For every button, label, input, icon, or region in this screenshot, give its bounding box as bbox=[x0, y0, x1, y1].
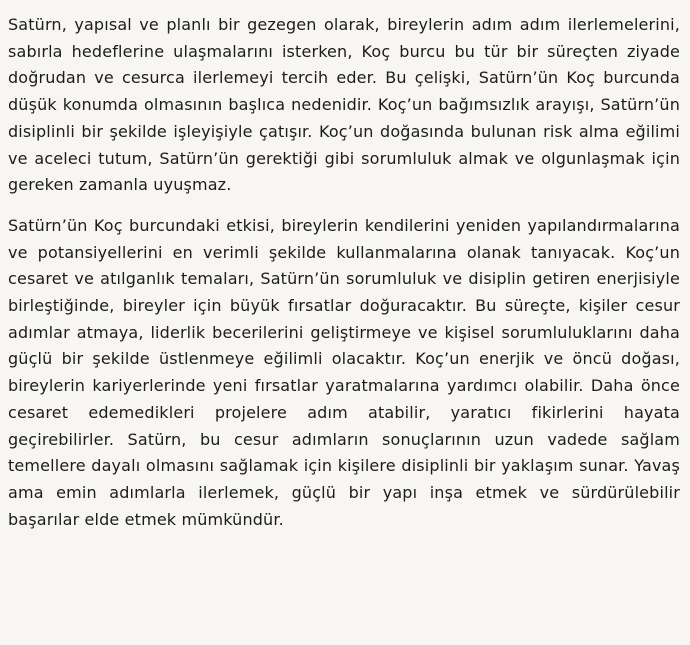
paragraph: Satürn’ün Koç burcundaki etkisi, bireylerin kendilerini yeniden yapılandırmalarına ve potansiyellerini en verimli şekilde kullanmalarına olanak tanıyacak. Koç’un cesaret ve atılganlık temaları, Satürn’ün sorumluluk ve disiplin getiren enerjisiyle birleştiğinde, bireyler için büyük fırsatlar doğuracaktır. Bu süreçte, kişiler cesur adımlar atmaya, liderlik becerilerini geliştirmeye ve kişisel sorumluluklarını daha güçlü bir şekilde üstlenmeye eğilimli olacaktır. Koç’un enerjik ve öncü doğası, bireylerin kariyerlerinde yeni fırsatlar yaratmalarına yardımcı olabilir. Daha önce cesaret edemedikleri projelere adım atabilir, yaratıcı fikirlerini hayata geçirebilirler. Satürn, bu cesur adımların sonuçlarının uzun vadede sağlam temellere dayalı olmasını sağlamak için kişilere disiplinli bir yaklaşım sunar. Yavaş ama emin adımlarla ilerlemek, güçlü bir yapı inşa etmek ve sürdürülebilir başarılar elde etmek mümkündür. bbox=[8, 215, 680, 529]
paragraph: Satürn, yapısal ve planlı bir gezegen olarak, bireylerin adım adım ilerlemelerini, sabırla hedeflerine ulaşmalarını isterken, Koç burcu bu tür bir süreçten ziyade doğrudan ve cesurca ilerlemeyi tercih eder. Bu çelişki, Satürn’ün Koç burcunda düşük konumda olmasının başlıca nedenidir. Koç’un bağımsızlık arayışı, Satürn’ün disiplinli bir şekilde işleyişiyle çatışır. Koç’un doğasında bulunan risk alma eğilimi ve aceleci tutum, Satürn’ün gerektiği gibi sorumluluk almak ve olgunlaşmak için gereken zamanla uyuşmaz. bbox=[8, 15, 680, 195]
